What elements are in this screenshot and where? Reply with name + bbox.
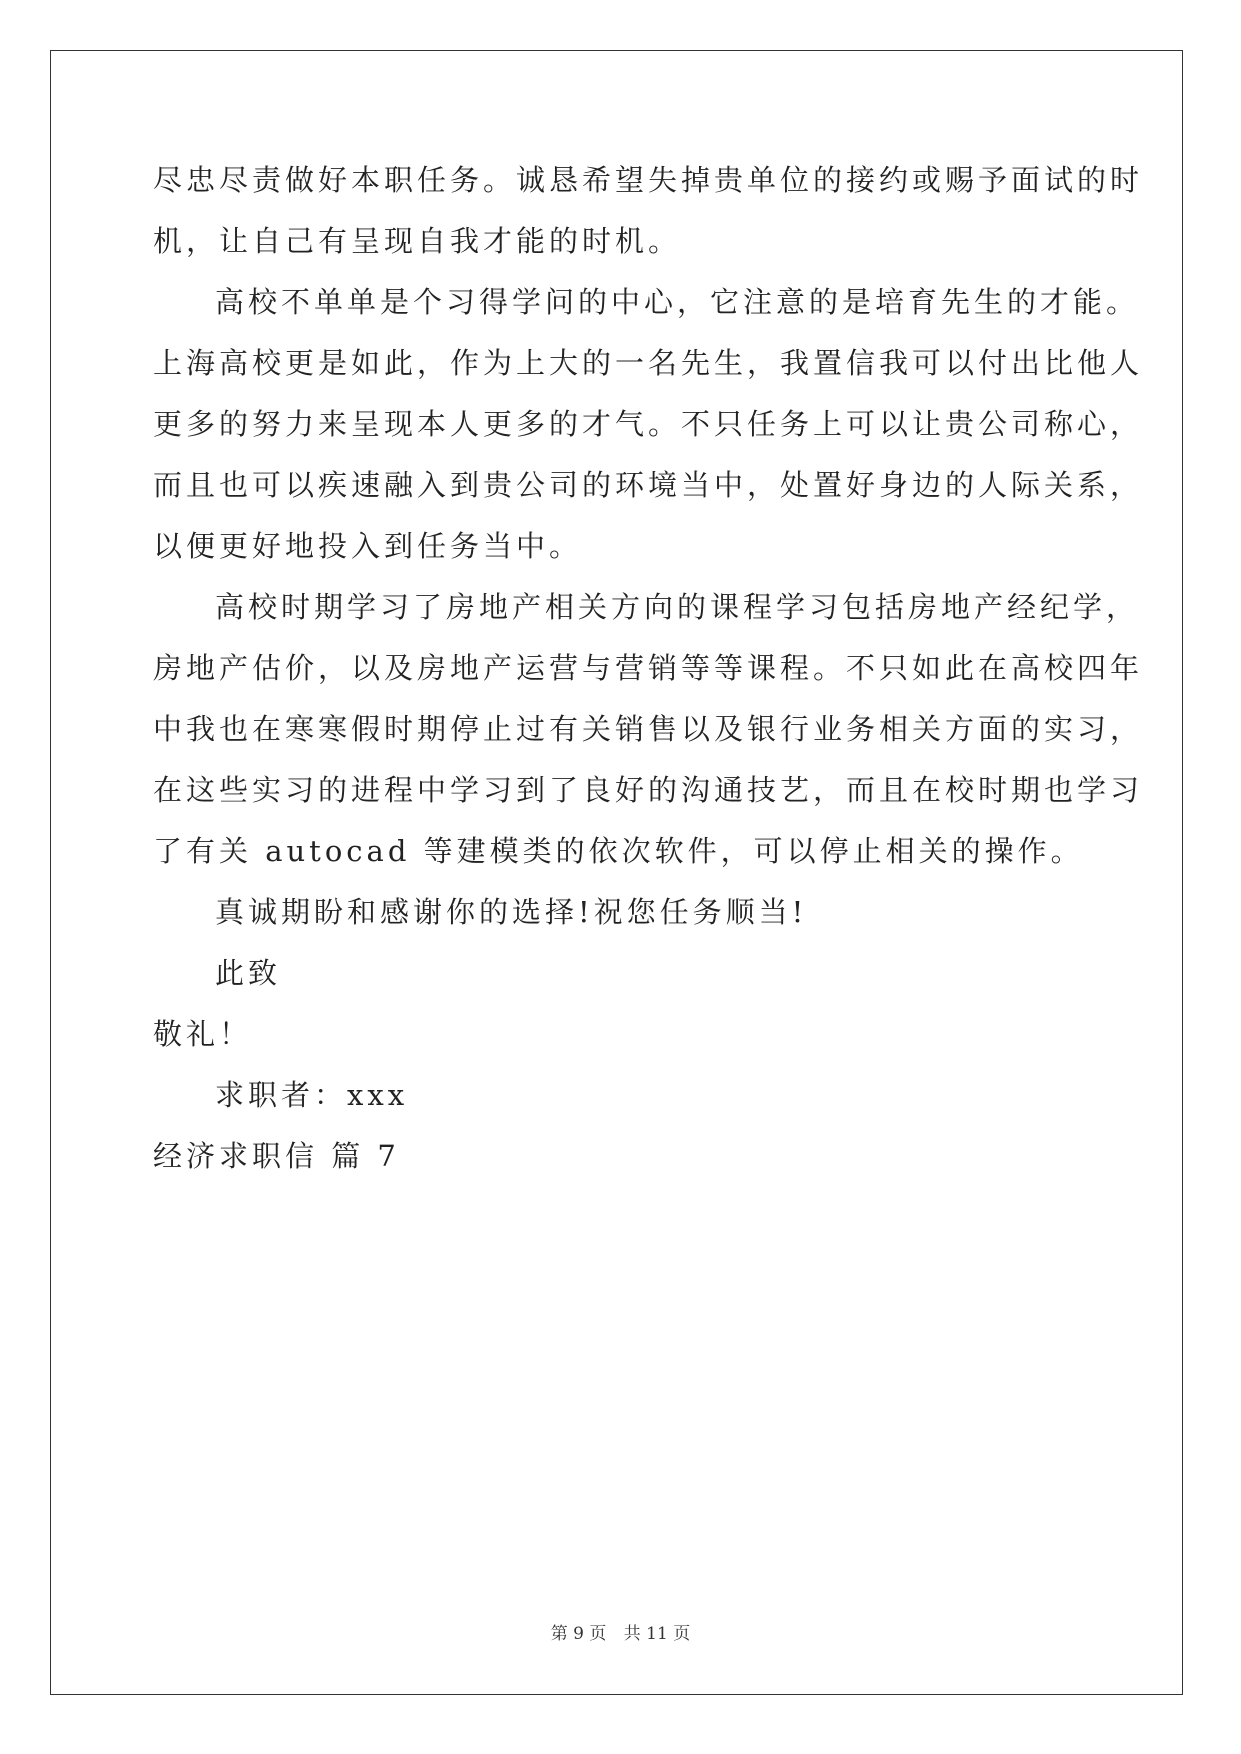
signature-applicant: 求职者：xxx	[215, 1078, 409, 1112]
current-page-number: 第 9 页	[550, 1624, 607, 1644]
paragraph-line: 了有关 autocad 等建模类的依次软件，可以停止相关的操作。	[153, 834, 1084, 868]
paragraph-line: 高校时期学习了房地产相关方向的课程学习包括房地产经纪学，	[215, 590, 1140, 624]
paragraph-line: 高校不单单是个习得学问的中心，它注意的是培育先生的才能。	[215, 285, 1140, 319]
total-page-count: 共 11 页	[623, 1624, 691, 1644]
paragraph-line: 上海高校更是如此，作为上大的一名先生，我置信我可以付出比他人	[153, 346, 1144, 380]
paragraph-line: 更多的努力来呈现本人更多的才气。不只任务上可以让贵公司称心，	[153, 407, 1144, 441]
paragraph-line: 尽忠尽责做好本职任务。诚恳希望失掉贵单位的接约或赐予面试的时	[153, 163, 1144, 197]
paragraph-line: 而且也可以疾速融入到贵公司的环境当中，处置好身边的人际关系，	[153, 468, 1144, 502]
section-heading: 经济求职信 篇 7	[153, 1139, 400, 1173]
paragraph-line: 中我也在寒寒假时期停止过有关销售以及银行业务相关方面的实习，	[153, 712, 1144, 746]
paragraph-line: 在这些实习的进程中学习到了良好的沟通技艺，而且在校时期也学习	[153, 773, 1144, 807]
paragraph-line: 机，让自己有呈现自我才能的时机。	[153, 224, 682, 258]
paragraph-line: 以便更好地投入到任务当中。	[153, 529, 583, 563]
paragraph-line: 房地产估价，以及房地产运营与营销等等课程。不只如此在高校四年	[153, 651, 1144, 685]
closing-wish: 真诚期盼和感谢你的选择!祝您任务顺当!	[215, 895, 808, 929]
salutation-cizhi: 此致	[215, 956, 282, 990]
page-footer	[0, 1622, 1241, 1646]
salutation-jingli: 敬礼！	[153, 1017, 253, 1051]
